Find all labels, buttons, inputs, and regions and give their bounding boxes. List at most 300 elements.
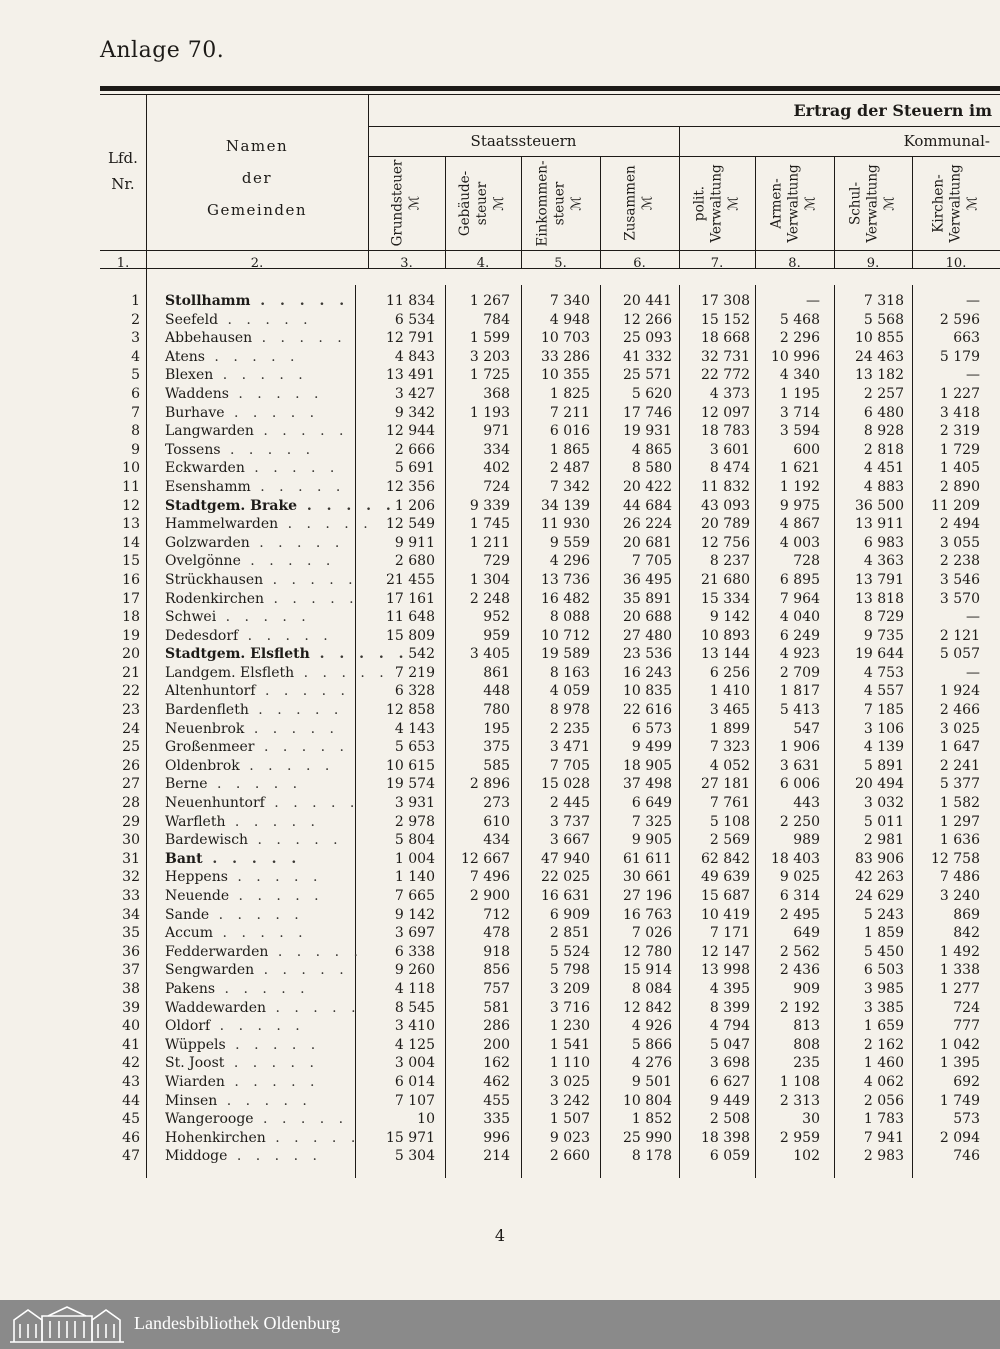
value-cell-c5: 7 342 xyxy=(549,478,590,495)
municipality-name xyxy=(165,813,365,832)
municipality-name xyxy=(165,924,365,943)
municipality-name-text: Minsen xyxy=(165,1092,218,1109)
value-cell-c3: 9 911 xyxy=(394,534,435,551)
value-cell-c7: 43 093 xyxy=(701,497,750,514)
value-cell-c5: 2 660 xyxy=(549,1148,590,1165)
value-cell-c5: 3 242 xyxy=(549,1092,590,1109)
value-cell-c10: 12 758 xyxy=(931,850,980,867)
value-cell-c5: 6 016 xyxy=(549,423,590,440)
value-cell-c9: 7 185 xyxy=(863,702,904,719)
table-row xyxy=(100,850,1000,869)
value-cell-c8: 2 436 xyxy=(779,962,820,979)
value-cell-c7: 4 052 xyxy=(709,757,750,774)
column-number: 7. xyxy=(710,256,724,271)
table-row xyxy=(100,961,1000,980)
value-cell-c8: 909 xyxy=(793,980,820,997)
value-cell-c8: 9 025 xyxy=(779,869,820,886)
value-cell-c7: 18 398 xyxy=(701,1129,750,1146)
table-row xyxy=(100,1129,1000,1148)
row-number: 2 xyxy=(131,311,140,328)
value-cell-c3: 4 143 xyxy=(394,720,435,737)
value-cell-c9: 5 011 xyxy=(863,813,904,830)
value-cell-c8: 2 192 xyxy=(779,999,820,1016)
value-cell-c6: 17 746 xyxy=(623,404,672,421)
value-cell-c3: 7 219 xyxy=(394,664,435,681)
value-cell-c7: 7 323 xyxy=(709,739,750,756)
value-cell-c8: 443 xyxy=(793,795,820,812)
value-cell-c4: 1 745 xyxy=(469,516,510,533)
value-cell-c10: — xyxy=(966,664,980,681)
value-cell-c9: 4 753 xyxy=(863,664,904,681)
value-cell-c6: 61 611 xyxy=(623,850,672,867)
value-cell-c3: 7 665 xyxy=(394,888,435,904)
value-cell-c7: 1 899 xyxy=(709,720,750,737)
table-row xyxy=(100,943,1000,962)
value-cell-c4: 2 896 xyxy=(469,776,510,793)
header-col3: Grundsteuer ℳ xyxy=(389,159,423,247)
table-row xyxy=(100,738,1000,757)
value-cell-c8: 649 xyxy=(793,925,820,942)
value-cell-c7: 9 449 xyxy=(709,1092,750,1109)
value-cell-c6: 5 620 xyxy=(631,385,672,402)
value-cell-c10: — xyxy=(966,609,980,626)
column-number: 9. xyxy=(866,256,880,271)
value-cell-c6: 4 276 xyxy=(631,1055,672,1072)
value-cell-c9: 10 855 xyxy=(855,330,904,347)
value-cell-c9: 5 243 xyxy=(863,906,904,923)
leader-dots: . . . . . xyxy=(224,1055,319,1072)
header-divider xyxy=(368,126,1000,127)
value-cell-c6: 27 196 xyxy=(623,888,672,904)
municipality-name xyxy=(165,775,365,794)
row-number: 34 xyxy=(122,906,140,923)
municipality-name xyxy=(165,534,365,553)
municipality-name xyxy=(165,478,365,497)
row-number: 44 xyxy=(122,1092,140,1109)
row-number: 24 xyxy=(122,720,140,737)
value-cell-c8: 2 709 xyxy=(779,664,820,681)
header-names: Namen der Gemeinden xyxy=(206,137,308,219)
municipality-name-text: Warfleth xyxy=(165,813,226,830)
value-cell-c10: 2 319 xyxy=(939,423,980,440)
value-cell-c4: 2 248 xyxy=(469,590,510,607)
table-row xyxy=(100,1054,1000,1073)
value-cell-c7: 12 097 xyxy=(701,404,750,421)
municipality-name xyxy=(165,887,365,906)
municipality-name xyxy=(165,868,365,887)
value-cell-c3: 4 843 xyxy=(394,348,435,365)
column-number: 4. xyxy=(476,256,490,271)
municipality-name xyxy=(165,1147,365,1166)
value-cell-c9: 5 568 xyxy=(863,311,904,328)
value-cell-c4: 1 599 xyxy=(469,330,510,347)
table-row xyxy=(100,906,1000,925)
header-top-rule xyxy=(100,94,1000,95)
leader-dots: . . . . . xyxy=(252,330,347,347)
value-cell-c7: 20 789 xyxy=(701,516,750,533)
value-cell-c9: 13 182 xyxy=(855,367,904,384)
municipality-name xyxy=(165,980,365,999)
value-cell-c8: 989 xyxy=(793,832,820,849)
value-cell-c9: 7 941 xyxy=(863,1129,904,1146)
value-cell-c6: 12 780 xyxy=(623,943,672,960)
table-row xyxy=(100,366,1000,385)
municipality-name xyxy=(165,1036,365,1055)
municipality-name-text: Hohenkirchen xyxy=(165,1129,266,1146)
value-cell-c9: 20 494 xyxy=(855,776,904,793)
municipality-name-text: Bant xyxy=(165,850,203,867)
value-cell-c4: 375 xyxy=(483,739,510,756)
value-cell-c6: 9 905 xyxy=(631,832,672,849)
value-cell-c6: 6 573 xyxy=(631,720,672,737)
value-cell-c3: 12 858 xyxy=(386,702,435,719)
leader-dots: . . . . . xyxy=(240,553,336,570)
municipality-name xyxy=(165,590,365,609)
value-cell-c4: 273 xyxy=(483,795,510,812)
table-row xyxy=(100,422,1000,441)
value-cell-c10: 7 486 xyxy=(939,869,980,886)
value-cell-c10: 2 890 xyxy=(939,478,980,495)
value-cell-c6: 35 891 xyxy=(623,590,672,607)
municipality-name xyxy=(165,682,365,701)
table-row xyxy=(100,645,1000,664)
column-number: 1. xyxy=(116,256,130,271)
value-cell-c9: 2 818 xyxy=(863,441,904,458)
value-cell-c3: 4 118 xyxy=(394,980,435,997)
value-cell-c8: 102 xyxy=(793,1148,820,1165)
table-row xyxy=(100,980,1000,999)
leader-dots: . . . . . xyxy=(250,478,346,495)
value-cell-c6: 4 865 xyxy=(631,441,672,458)
municipality-name xyxy=(165,515,373,534)
value-cell-c8: 4 923 xyxy=(779,646,820,663)
table-row xyxy=(100,292,1000,311)
table-row xyxy=(100,1110,1000,1129)
value-cell-c9: 4 883 xyxy=(863,478,904,495)
value-cell-c4: 971 xyxy=(483,423,510,440)
value-cell-c3: 12 356 xyxy=(386,478,435,495)
municipality-name xyxy=(165,311,365,330)
table-row xyxy=(100,831,1000,850)
value-cell-c7: 4 373 xyxy=(709,385,750,402)
municipality-name-text: Sande xyxy=(165,906,210,923)
municipality-name-text: Hammelwarden xyxy=(165,516,279,533)
value-cell-c5: 10 355 xyxy=(541,367,590,384)
table-row xyxy=(100,1017,1000,1036)
value-cell-c9: 2 983 xyxy=(863,1148,904,1165)
value-cell-c4: 334 xyxy=(483,441,510,458)
column-number: 8. xyxy=(788,256,801,271)
leader-dots: . . . . . xyxy=(217,1092,312,1109)
value-cell-c3: 19 574 xyxy=(386,776,435,793)
value-cell-c8: 2 250 xyxy=(779,813,820,830)
leader-dots: . . . . . xyxy=(209,906,304,923)
value-cell-c8: 3 714 xyxy=(779,404,820,421)
value-cell-c7: 7 761 xyxy=(709,795,750,812)
row-number: 21 xyxy=(122,664,140,681)
row-number: 23 xyxy=(122,702,140,719)
row-number: 11 xyxy=(122,478,140,495)
value-cell-c8: 2 495 xyxy=(779,906,820,923)
value-cell-c7: 7 171 xyxy=(709,925,750,942)
value-cell-c5: 3 471 xyxy=(549,739,590,756)
value-cell-c5: 3 716 xyxy=(549,999,590,1016)
value-cell-c7: 2 508 xyxy=(709,1111,750,1128)
value-cell-c3: 10 615 xyxy=(386,757,435,774)
value-cell-c8: 600 xyxy=(793,441,820,458)
row-number: 12 xyxy=(122,497,140,514)
table-row xyxy=(100,627,1000,646)
municipality-name-text: Wüppels xyxy=(165,1036,226,1053)
value-cell-c3: 5 304 xyxy=(394,1148,435,1165)
value-cell-c7: 17 308 xyxy=(701,293,750,309)
value-cell-c4: 1 211 xyxy=(469,534,510,551)
leader-dots: . . . . . xyxy=(249,534,345,551)
value-cell-c6: 44 684 xyxy=(623,497,672,514)
municipality-name-text: Sengwarden xyxy=(165,962,255,979)
municipality-name-text: Oldorf xyxy=(165,1018,211,1035)
value-cell-c3: 3 004 xyxy=(394,1055,435,1072)
leader-dots: . . . . . xyxy=(225,813,320,830)
value-cell-c5: 3 209 xyxy=(549,980,590,997)
value-cell-c6: 8 580 xyxy=(631,460,672,477)
value-cell-c6: 12 842 xyxy=(623,999,672,1016)
municipality-name-text: Waddens xyxy=(165,385,229,402)
value-cell-c8: 1 195 xyxy=(779,385,820,402)
table-row xyxy=(100,329,1000,348)
value-cell-c4: 996 xyxy=(483,1129,510,1146)
header-col5: Einkommen- steuer ℳ xyxy=(535,159,585,247)
value-cell-c6: 27 480 xyxy=(623,627,672,644)
value-cell-c6: 9 499 xyxy=(631,739,672,756)
table-row xyxy=(100,720,1000,739)
value-cell-c4: 286 xyxy=(483,1018,510,1035)
value-cell-c3: 6 328 xyxy=(394,683,435,700)
value-cell-c6: 37 498 xyxy=(623,776,672,793)
value-cell-c10: 1 924 xyxy=(939,683,980,700)
municipality-name-text: Strückhausen xyxy=(165,571,264,588)
value-cell-c10: 1 042 xyxy=(939,1036,980,1053)
value-cell-c9: 19 644 xyxy=(855,646,904,663)
value-cell-c3: 4 125 xyxy=(394,1036,435,1053)
value-cell-c7: 3 698 xyxy=(709,1055,750,1072)
value-cell-c8: 4 003 xyxy=(779,534,820,551)
municipality-name xyxy=(165,441,365,460)
value-cell-c5: 33 286 xyxy=(541,348,590,365)
value-cell-c4: 780 xyxy=(483,702,510,719)
row-number: 3 xyxy=(131,330,140,347)
leader-dots: . . . . . xyxy=(239,757,335,774)
value-cell-c4: 1 725 xyxy=(469,367,510,384)
value-cell-c7: 8 474 xyxy=(709,460,750,477)
value-cell-c4: 1 304 xyxy=(469,571,510,588)
value-cell-c8: 6 249 xyxy=(779,627,820,644)
value-cell-c7: 5 108 xyxy=(709,813,750,830)
column-number: 2. xyxy=(250,256,264,271)
municipality-name xyxy=(165,404,365,423)
municipality-name xyxy=(165,571,365,590)
leader-dots: . . . . . xyxy=(309,646,409,663)
value-cell-c4: 585 xyxy=(483,757,510,774)
leader-dots: . . . . . xyxy=(216,609,311,626)
row-number: 33 xyxy=(122,888,140,904)
value-cell-c3: 2 680 xyxy=(394,553,435,570)
value-cell-c7: 32 731 xyxy=(701,348,750,365)
value-cell-c7: 15 687 xyxy=(701,888,750,904)
value-cell-c9: 3 032 xyxy=(863,795,904,812)
value-cell-c4: 200 xyxy=(483,1036,510,1053)
leader-dots: . . . . . xyxy=(248,832,343,849)
column-number: 10. xyxy=(945,256,967,271)
value-cell-c4: 162 xyxy=(483,1055,510,1072)
table-row xyxy=(100,515,1000,534)
row-number: 41 xyxy=(122,1036,140,1053)
municipality-name xyxy=(165,1073,365,1092)
value-cell-c8: 5 413 xyxy=(779,702,820,719)
municipality-name-text: Esenshamm xyxy=(165,478,251,495)
value-cell-c6: 7 705 xyxy=(631,553,672,570)
value-cell-c4: 402 xyxy=(483,460,510,477)
value-cell-c8: 728 xyxy=(793,553,820,570)
value-cell-c4: 3 203 xyxy=(469,348,510,365)
value-cell-c10: 1 405 xyxy=(939,460,980,477)
table-row xyxy=(100,311,1000,330)
value-cell-c4: 581 xyxy=(483,999,510,1016)
value-cell-c4: 12 667 xyxy=(461,850,510,867)
value-cell-c10: 777 xyxy=(953,1018,980,1035)
municipality-name-text: Altenhuntorf xyxy=(165,683,256,700)
value-cell-c9: 2 981 xyxy=(863,832,904,849)
municipality-name xyxy=(165,757,365,776)
value-cell-c8: 10 996 xyxy=(771,348,820,365)
value-cell-c10: 1 277 xyxy=(939,980,980,997)
value-cell-c8: 4 867 xyxy=(779,516,820,533)
value-cell-c10: 2 241 xyxy=(939,757,980,774)
value-cell-c9: 24 629 xyxy=(855,888,904,904)
value-cell-c7: 2 569 xyxy=(709,832,750,849)
table-row xyxy=(100,534,1000,553)
leader-dots: . . . . . xyxy=(238,627,333,644)
table-row xyxy=(100,497,1000,516)
header-col4: Gebäude- steuer ℳ xyxy=(457,170,508,236)
value-cell-c6: 18 905 xyxy=(623,757,672,774)
value-cell-c8: 1 817 xyxy=(779,683,820,700)
value-cell-c3: 5 804 xyxy=(394,832,435,849)
row-number: 14 xyxy=(122,534,140,551)
municipality-name xyxy=(165,292,365,311)
leader-dots: . . . . . xyxy=(253,1111,349,1128)
value-cell-c5: 2 235 xyxy=(549,720,590,737)
value-cell-c3: 21 455 xyxy=(386,571,435,588)
value-cell-c4: 784 xyxy=(483,311,510,328)
value-cell-c6: 20 688 xyxy=(623,609,672,626)
leader-dots: . . . . . xyxy=(278,516,373,533)
value-cell-c3: 3 427 xyxy=(394,385,435,402)
leader-dots: . . . . . xyxy=(268,943,363,960)
value-cell-c4: 368 xyxy=(483,385,510,402)
value-cell-c9: 83 906 xyxy=(855,850,904,867)
value-cell-c5: 4 948 xyxy=(549,311,590,328)
municipality-name xyxy=(165,1054,365,1073)
leader-dots: . . . . . xyxy=(265,1129,361,1146)
value-cell-c6: 16 243 xyxy=(623,664,672,681)
value-cell-c10: 3 055 xyxy=(939,534,980,551)
value-cell-c3: 9 260 xyxy=(394,962,435,979)
value-cell-c6: 9 501 xyxy=(631,1073,672,1090)
value-cell-c5: 3 025 xyxy=(549,1073,590,1090)
value-cell-c3: 12 791 xyxy=(386,330,435,347)
value-cell-c9: 8 729 xyxy=(863,609,904,626)
value-cell-c4: 757 xyxy=(483,980,510,997)
value-cell-c7: 6 256 xyxy=(709,664,750,681)
row-number: 39 xyxy=(122,999,140,1016)
municipality-name xyxy=(165,348,365,367)
column-number: 5. xyxy=(554,256,567,271)
value-cell-c4: 724 xyxy=(483,478,510,495)
value-cell-c3: 9 142 xyxy=(394,906,435,923)
leader-dots: . . . . . xyxy=(294,664,389,681)
value-cell-c4: 195 xyxy=(483,720,510,737)
municipality-name xyxy=(165,385,365,404)
value-cell-c8: 808 xyxy=(793,1036,820,1053)
table-row xyxy=(100,441,1000,460)
table-row xyxy=(100,924,1000,943)
value-cell-c4: 1 267 xyxy=(469,293,510,309)
value-cell-c10: 692 xyxy=(953,1073,980,1090)
row-number: 37 xyxy=(122,962,140,979)
value-cell-c3: 15 809 xyxy=(386,627,435,644)
value-cell-c6: 6 649 xyxy=(631,795,672,812)
value-cell-c7: 8 237 xyxy=(709,553,750,570)
value-cell-c3: 12 549 xyxy=(386,516,435,533)
table-row xyxy=(100,794,1000,813)
municipality-name-text: Tossens xyxy=(165,441,221,458)
value-cell-c9: 3 985 xyxy=(863,980,904,997)
row-number: 19 xyxy=(122,627,140,644)
value-cell-c9: 1 783 xyxy=(863,1111,904,1128)
municipality-name xyxy=(165,701,365,720)
municipality-name-text: Middoge xyxy=(165,1148,228,1165)
value-cell-c4: 959 xyxy=(483,627,510,644)
value-cell-c6: 25 093 xyxy=(623,330,672,347)
value-cell-c7: 5 047 xyxy=(709,1036,750,1053)
value-cell-c10: 2 494 xyxy=(939,516,980,533)
value-cell-c9: 2 056 xyxy=(863,1092,904,1109)
value-cell-c5: 2 445 xyxy=(549,795,590,812)
row-number: 1 xyxy=(131,293,140,309)
value-cell-c6: 5 866 xyxy=(631,1036,672,1053)
row-number: 4 xyxy=(131,348,140,365)
value-cell-c10: — xyxy=(966,367,980,384)
value-cell-c6: 10 835 xyxy=(623,683,672,700)
row-number: 46 xyxy=(122,1129,140,1146)
row-number: 15 xyxy=(122,553,140,570)
value-cell-c5: 2 851 xyxy=(549,925,590,942)
value-cell-c8: 235 xyxy=(793,1055,820,1072)
municipality-name-text: Dedesdorf xyxy=(165,627,239,644)
municipality-name xyxy=(165,999,365,1018)
value-cell-c4: 462 xyxy=(483,1073,510,1090)
municipality-name-text: Pakens xyxy=(165,980,216,997)
table-row xyxy=(100,813,1000,832)
value-cell-c6: 25 571 xyxy=(623,367,672,384)
value-cell-c8: 2 296 xyxy=(779,330,820,347)
value-cell-c3: 11 648 xyxy=(386,609,435,626)
value-cell-c6: 30 661 xyxy=(623,869,672,886)
value-cell-c5: 1 541 xyxy=(549,1036,590,1053)
library-building-icon xyxy=(8,1304,126,1344)
municipality-name xyxy=(165,720,365,739)
